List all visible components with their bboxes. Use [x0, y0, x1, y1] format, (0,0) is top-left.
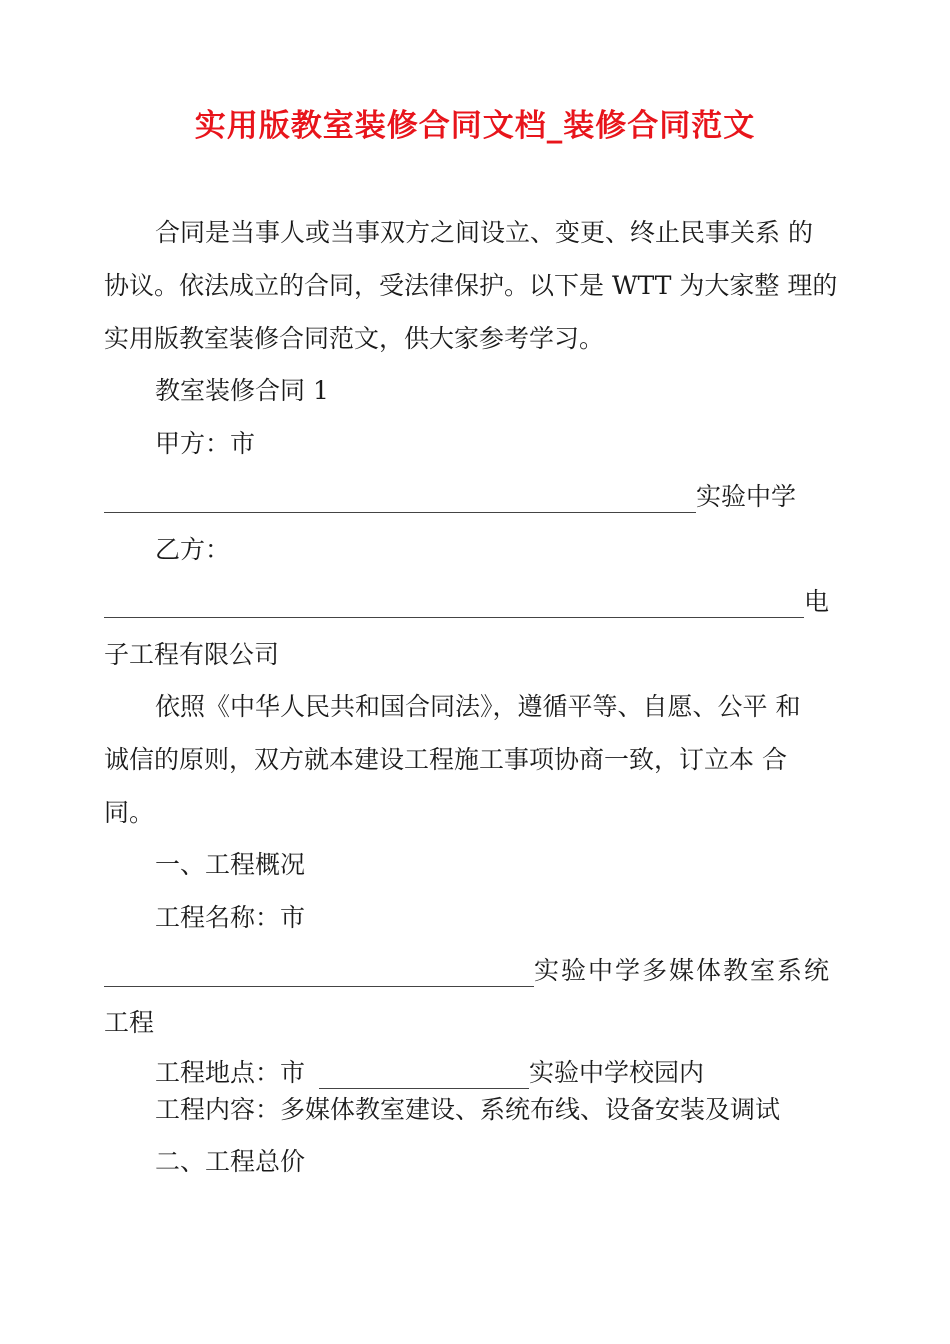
party-a-row [104, 481, 796, 513]
party-b-row [104, 586, 829, 618]
basis-line-2: 诚信的原则，双方就本建设工程施工事项协商一致，订立本 合 [104, 745, 787, 774]
intro-line-1: 合同是当事人或当事双方之间设立、变更、终止民事关系 的 [155, 218, 813, 247]
project-name-blank [104, 962, 534, 987]
intro-line-2: 协议。依法成立的合同，受法律保护。以下是 WTT 为大家整 理的 [104, 271, 838, 300]
project-name-continuation: 工程 [104, 1008, 155, 1037]
basis-line-1: 依照《中华人民共和国合同法》，遵循平等、自愿、公平 和 [155, 692, 801, 721]
intro-line-3: 实用版教室装修合同范文，供大家参考学习。 [104, 324, 605, 353]
party-b-suffix: 电 [804, 587, 830, 616]
basis-line-3: 同。 [104, 798, 155, 827]
project-location-suffix: 实验中学校园内 [529, 1058, 705, 1087]
party-b-continuation: 子工程有限公司 [104, 640, 280, 669]
project-name-suffix: 实验中学多媒体教室系统 [534, 956, 832, 985]
party-b-label: 乙方： [155, 535, 231, 564]
party-a-label: 甲方：市 [155, 429, 256, 458]
project-content: 工程内容：多媒体教室建设、系统布线、设备安装及调试 [155, 1095, 781, 1124]
project-location-blank [319, 1064, 529, 1089]
project-location-row [155, 1057, 704, 1089]
project-name-row [104, 955, 831, 987]
party-a-suffix: 实验中学 [696, 482, 797, 511]
section-1-heading: 一、工程概况 [155, 850, 306, 879]
party-b-blank [104, 593, 804, 618]
document-title: 实用版教室装修合同文档_装修合同范文 [194, 108, 756, 144]
party-a-blank [104, 488, 696, 513]
project-location-label: 工程地点：市 [155, 1058, 306, 1087]
contract-heading: 教室装修合同 1 [155, 376, 329, 405]
project-name-label: 工程名称：市 [155, 903, 306, 932]
section-2-heading: 二、工程总价 [155, 1147, 306, 1176]
